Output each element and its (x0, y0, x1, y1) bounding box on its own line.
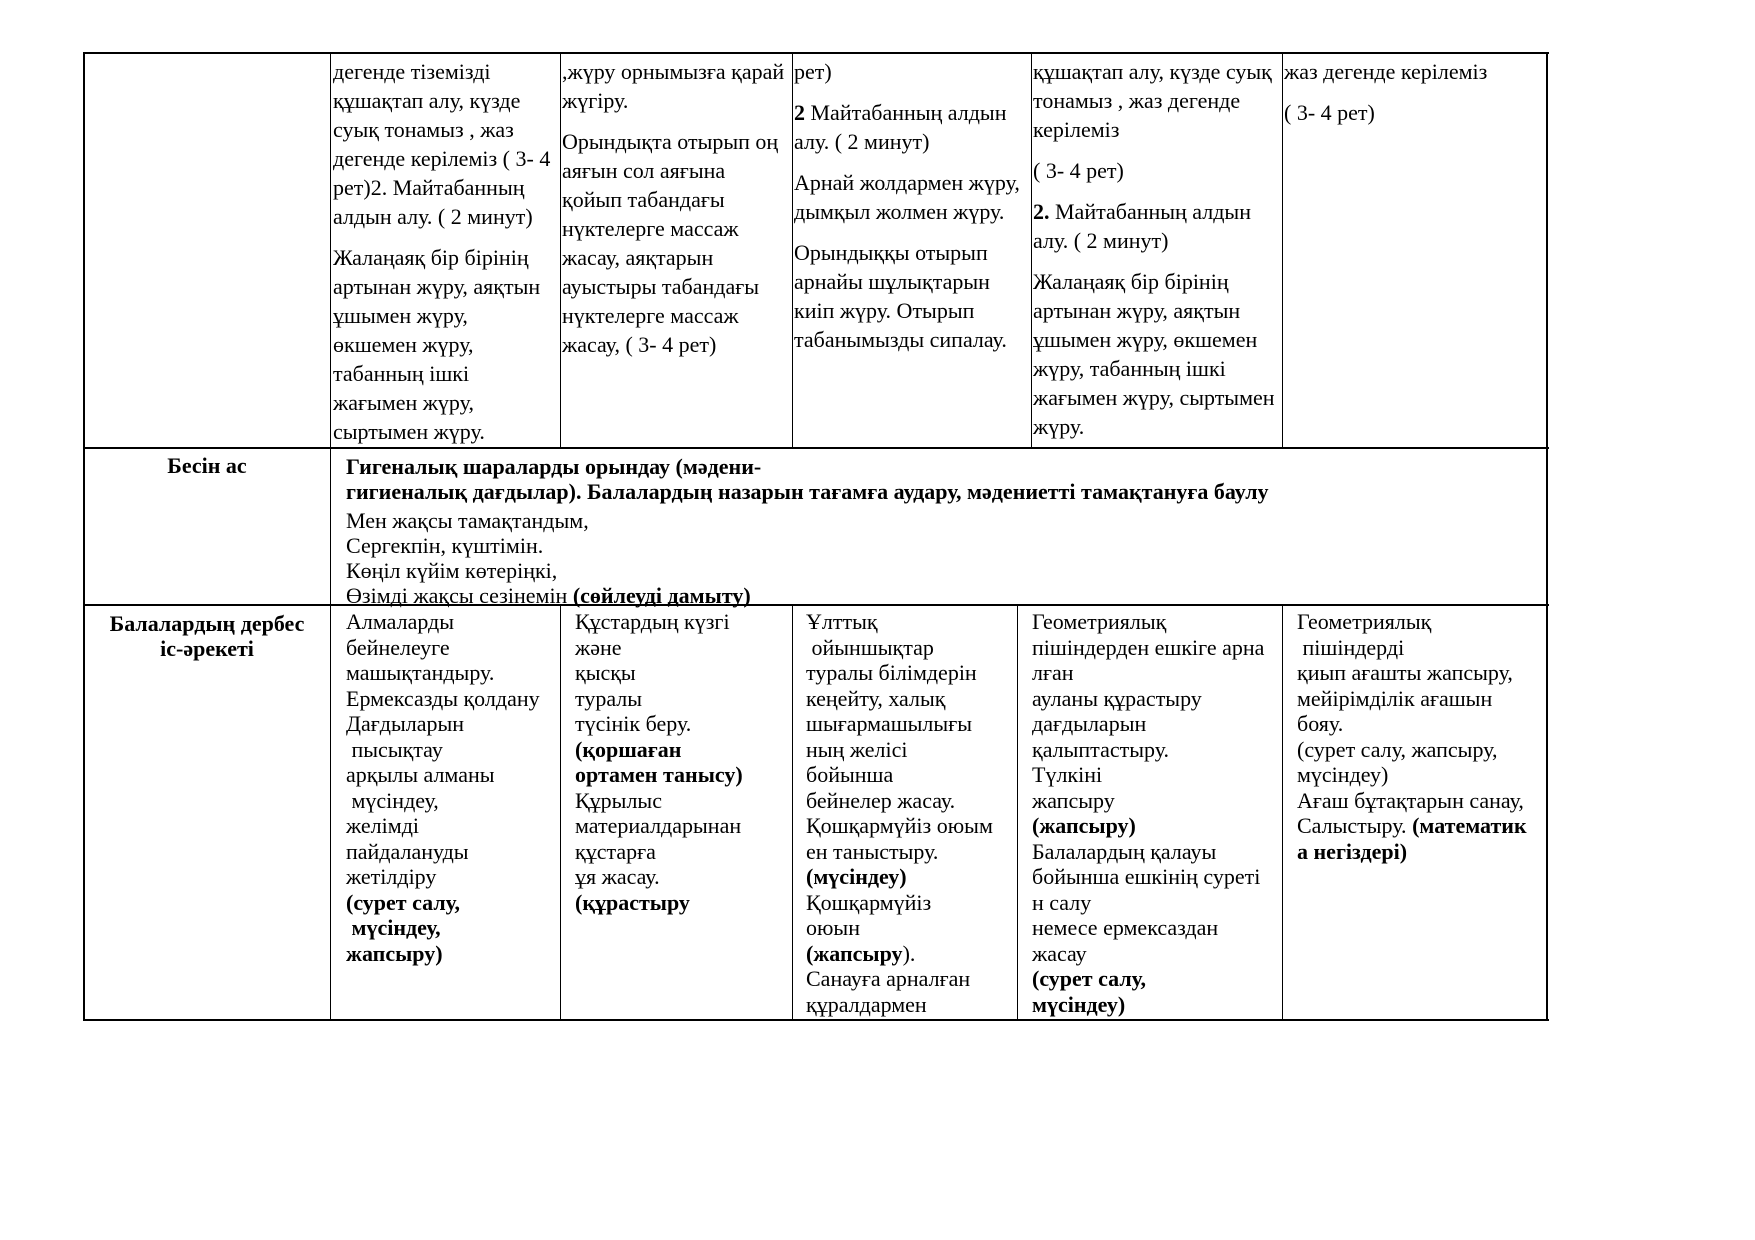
text-line: дегенде керілеміз ( 3- 4 (333, 146, 551, 171)
text-line: және (575, 634, 622, 660)
text-line: туралы (575, 685, 643, 711)
poem-line: Мен жақсы тамақтандым, (346, 508, 589, 533)
activity-tag: ортамен танысу) (575, 762, 743, 787)
activity-tag: (жапсыру (806, 940, 903, 966)
text-line: суық тонамыз , жаз (333, 117, 514, 142)
text-line: жүру. (1033, 414, 1085, 439)
text-line: пысықтау (346, 736, 443, 762)
text-line: Жалаңаяқ бір бірінің (1033, 269, 1229, 294)
text-line: құшақтап алу, күзде суық (1033, 59, 1272, 84)
row3-divider-4 (1282, 605, 1283, 1020)
text-line: бояу. (1297, 711, 1344, 736)
row3-divider-3 (1017, 605, 1018, 1020)
text-line: Ұлттық (806, 609, 878, 634)
text-line: пішіндерді (1297, 634, 1405, 660)
text-line: рет)2. Майтабанның (333, 175, 525, 200)
row3-cell-5 (1297, 609, 1545, 864)
activity-tag: (математик (1412, 813, 1527, 838)
text-line: бойынша (806, 762, 894, 787)
activity-tag: (мүсіндеу) (806, 864, 907, 889)
activity-tag: (сурет салу, (1032, 966, 1146, 991)
text-line: ен таныстыру. (806, 838, 939, 864)
text-line: қойып табандағы (562, 187, 725, 212)
text-line: дағдыларын (1032, 711, 1147, 736)
text-line: Орындыққы отырып (794, 240, 988, 265)
table-left-border (83, 52, 85, 1021)
text-line: бейнелер жасау. (806, 787, 956, 813)
text-line: жасау, аяқтарын (562, 245, 714, 270)
text-line: түсінік беру. (575, 711, 692, 736)
activity-tag: (сөйлеуді дамыту) (572, 583, 751, 608)
text-line: ауланы құрастыру (1032, 685, 1202, 711)
text-line: құстарға (575, 838, 656, 864)
row1-divider-4 (1282, 52, 1283, 448)
row3-cell-2 (575, 609, 790, 915)
text-line: желімді (346, 813, 419, 838)
text-line: кеңейту, халық (806, 685, 946, 711)
text-line: тонамыз , жаз дегенде (1033, 88, 1241, 113)
text-line: дегенде тіземізді (333, 59, 491, 84)
text-line: артынан жүру, аяқтын (1033, 298, 1241, 323)
row1-cell-1 (333, 57, 558, 446)
text-line: арнайы шұлықтарын (794, 269, 990, 294)
text-line: Құстардың күзгі (575, 609, 730, 634)
activity-tag: (қоршаған (575, 736, 682, 762)
text-line: мүсіндеу) (1297, 762, 1389, 787)
text-line: нүктелерге массаж (562, 216, 739, 241)
text-line: Геометриялық (1032, 609, 1167, 634)
text-line: ( 3- 4 рет) (1284, 100, 1375, 125)
text-line (1297, 813, 1545, 839)
activity-tag: а негіздері) (1297, 838, 1408, 864)
text-line: пайдалануды (346, 838, 469, 864)
text-line: ( 3- 4 рет) (1033, 158, 1124, 183)
row2-label: Бесін ас (167, 453, 247, 478)
text-line: арқылы алманы (346, 762, 495, 787)
row3-label (85, 609, 329, 659)
row3-divider-1 (560, 605, 561, 1020)
row1-cell-4 (1033, 57, 1280, 441)
text-line: Ағаш бұтақтарын санау, (1297, 787, 1524, 813)
table-top-border (83, 52, 1549, 54)
text-line: ауыстыры табандағы (562, 274, 760, 299)
row1-divider-1 (560, 52, 561, 448)
item-number: 2 (794, 100, 805, 125)
text-line: шығармашылығы (806, 711, 972, 736)
text-line: Қошқармүйіз (806, 889, 932, 915)
text-line: ,жүру орнымызға қарай (562, 59, 785, 84)
hygiene-heading-2: гигиеналық дағдылар). Балалардың назарын тағамға аудару, мәдениетті тамақтануға баулу (346, 479, 1269, 504)
text-line: нүктелерге массаж (562, 303, 739, 328)
text-line: ұшымен жүру, өкшемен (1033, 327, 1258, 352)
text-line: қиып ағашты жапсыру, (1297, 660, 1513, 685)
text-line: бойынша ешкінің суреті (1032, 864, 1261, 889)
text-line: лған (1032, 660, 1074, 685)
text-line: ның желісі (806, 736, 908, 762)
text-line: жапсыру (1032, 787, 1115, 813)
text-line: пішіндерден ешкіге арна (1032, 634, 1265, 660)
row1-cell-5 (1284, 57, 1544, 127)
hygiene-heading-1: Гигеналық шараларды орындау (мәдени- (346, 454, 762, 479)
poem-line: Көңіл күйім көтеріңкі, (346, 558, 558, 583)
text-line: сыртымен жүру. (333, 419, 485, 444)
text-line: алу. ( 2 минут) (1033, 228, 1169, 253)
text-line: артынан жүру, аяқтын (333, 274, 541, 299)
text-line: туралы білімдерін (806, 660, 977, 685)
text-line: табанымызды сипалау. (794, 327, 1007, 352)
text-line: оюын (806, 915, 860, 940)
text-line (1033, 197, 1280, 226)
text-line: Алмаларды (346, 609, 455, 634)
text-line: ұя жасау. (575, 864, 660, 889)
activity-tag: мүсіндеу) (1032, 991, 1126, 1017)
text-line: жасау (1032, 940, 1087, 966)
text-line: қысқы (575, 660, 636, 685)
text-line: дымқыл жолмен жүру. (794, 199, 1005, 224)
item-text: Майтабанның алдын (805, 100, 1007, 125)
text-line: құшақтап алу, күзде (333, 88, 521, 113)
text-line: керілеміз (1033, 117, 1120, 142)
row1-divider-3 (1031, 52, 1032, 448)
text-line: жетілдіру (346, 864, 437, 889)
text-line: рет) (794, 59, 832, 84)
text-line: Геометриялық (1297, 609, 1432, 634)
text-line (806, 941, 1016, 967)
text-line: (сурет салу, жапсыру, (1297, 736, 1498, 762)
text-line: өкшемен жүру, (333, 332, 474, 357)
text-line: жүру, табанның ішкі (1033, 356, 1226, 381)
row1-cell-2 (562, 57, 790, 359)
text-line: машықтандыру. (346, 660, 495, 685)
row1-divider-2 (792, 52, 793, 448)
text-line: аяғын сол аяғына (562, 158, 726, 183)
poem-line: Сергекпін, күштімін. (346, 533, 544, 558)
text-line: жүгіру. (562, 88, 629, 113)
text-line: Санауға арналған (806, 966, 971, 991)
text-line: табанның ішкі (333, 361, 470, 386)
item-number: 2. (1033, 199, 1050, 224)
table-bottom-border (83, 1019, 1549, 1021)
text-line: Балалардың қалауы (1032, 838, 1217, 864)
activity-tag: (жапсыру) (1032, 813, 1136, 838)
label-column-divider (330, 52, 331, 1021)
text-line: немесе ермексаздан (1032, 915, 1219, 940)
text-line: Құрылыс (575, 787, 662, 813)
text-line: материалдарынан (575, 813, 742, 838)
row3-cell-3 (806, 609, 1016, 1017)
text-line: жасау, ( 3- 4 рет) (562, 332, 717, 357)
text-line: мүсіндеу, (346, 787, 439, 813)
text-line: Орындықта отырып оң (562, 129, 779, 154)
text-line: Түлкіні (1032, 762, 1103, 787)
text-line (794, 98, 1029, 127)
text-line: алдын алу. ( 2 минут) (333, 204, 533, 229)
text-line: Жалаңаяқ бір бірінің (333, 245, 529, 270)
table-right-border (1546, 52, 1548, 1021)
label-line: Балалардың дербес (109, 611, 305, 636)
text-line: бейнелеуге (346, 634, 450, 660)
text-line: жағымен жүру, (333, 390, 474, 415)
activity-tag: (құрастыру (575, 889, 690, 915)
text-line: алу. ( 2 минут) (794, 129, 930, 154)
text-line: мейірімділік ағашын (1297, 685, 1493, 711)
text-head: Салыстыру. (1297, 813, 1413, 838)
text-line: Ермексазды қолдану (346, 685, 540, 711)
text-line: Дағдыларын (346, 711, 465, 736)
text-line: киіп жүру. Отырып (794, 298, 975, 323)
text-line: ойыншықтар (806, 634, 934, 660)
poem-line (346, 581, 1536, 606)
row3-cell-4 (1032, 609, 1280, 1017)
text-line: н салу (1032, 889, 1092, 915)
text-line: жағымен жүру, сыртымен (1033, 385, 1275, 410)
row1-cell-3 (794, 57, 1029, 354)
text-line: жаз дегенде керілеміз (1284, 59, 1488, 84)
item-text: Майтабанның алдын (1049, 199, 1251, 224)
row3-cell-1 (346, 609, 558, 966)
activity-tag: (сурет салу, (346, 889, 460, 915)
text-line: құралдармен (806, 991, 927, 1017)
activity-tag: жапсыру) (346, 940, 443, 966)
row2-content (346, 452, 1536, 606)
label-line: іс-әрекеті (160, 636, 254, 661)
text-tail: ). (902, 940, 916, 966)
poem-text: Өзімді жақсы сезінемін (346, 583, 573, 608)
text-line: Арнай жолдармен жүру, (794, 170, 1020, 195)
activity-tag: мүсіндеу, (346, 915, 441, 940)
text-line: Қошқармүйіз оюым (806, 813, 993, 838)
row1-bottom-border (83, 447, 1549, 449)
row3-divider-2 (792, 605, 793, 1020)
text-line: қалыптастыру. (1032, 736, 1169, 762)
text-line: ұшымен жүру, (333, 303, 468, 328)
